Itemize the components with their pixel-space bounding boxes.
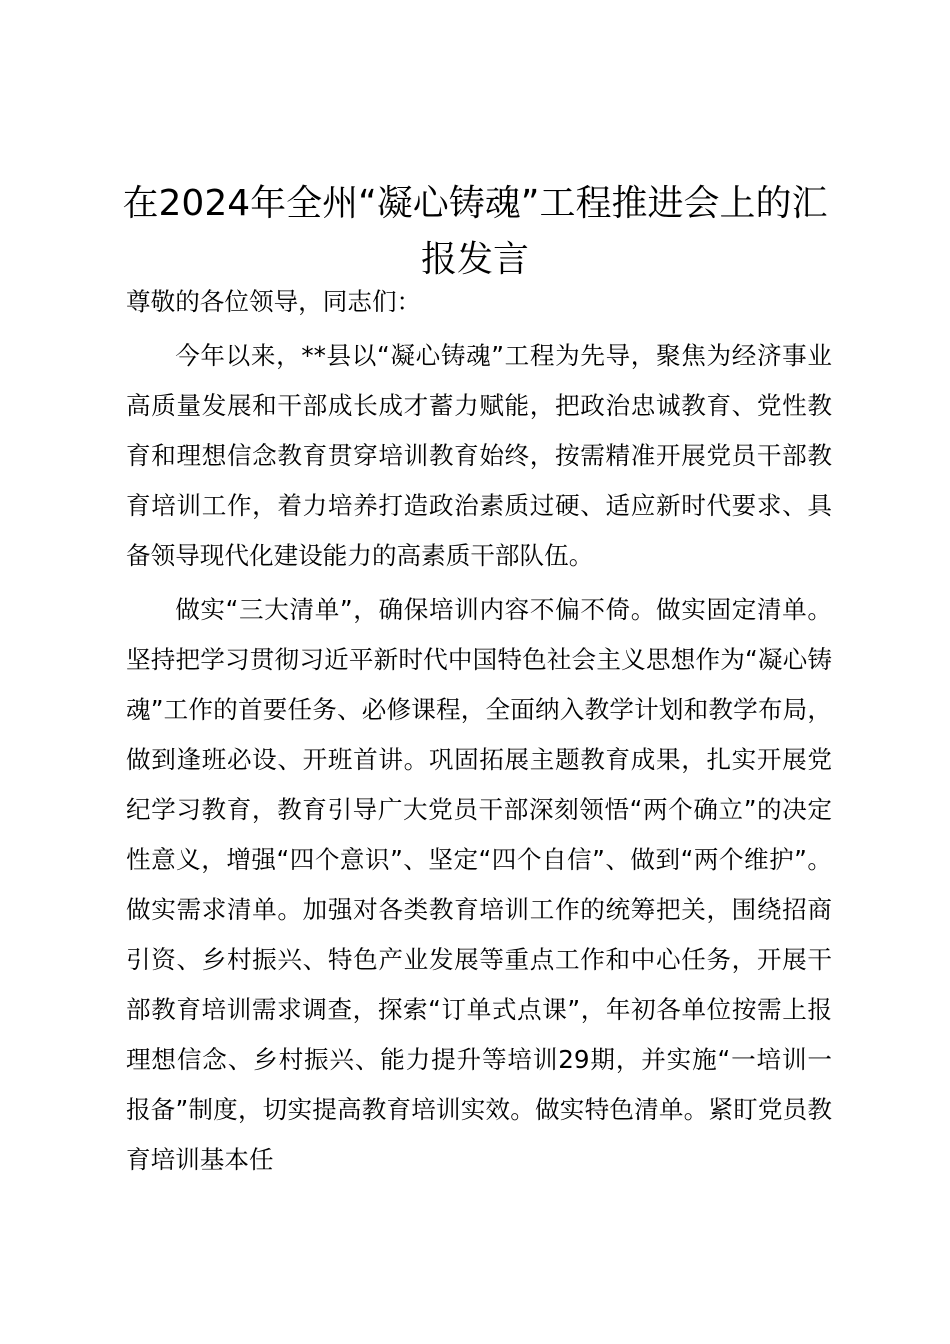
salutation: 尊敬的各位领导，同志们： — [126, 287, 422, 316]
paragraph-three-lists: 做实“三大清单”，确保培训内容不偏不倚。做实固定清单。坚持把学习贯彻习近平新时代中国特色社会主义思想作为“凝心铸魂”工作的首要任务、必修课程，全面纳入教学计划和教学布局，做到逢班必设、开班首讲。巩固拓展主题教育成果，扎实开展党纪学习教育，教育引导广大党员干部深刻领悟“两个确立”的决定性意义，增强“四个意识”、坚定“四个自信”、做到“两个维护”。做实需求清单。加强对各类教育培训工作的统筹把关，围绕招商引资、乡村振兴、特色产业发展等重点工作和中心任务，开展干部教育培训需求调查，探索“订单式点课”，年初各单位按需上报理想信念、乡村振兴、能力提升等培训29期，并实施“一培训一报备”制度，切实提高教育培训实效。做实特色清单。紧盯党员教育培训基本任 — [126, 595, 832, 1174]
document-title: 在2024年全州“凝心铸魂”工程推进会上的汇报发言 — [122, 183, 828, 281]
document-body — [126, 277, 832, 1185]
paragraph-intro: 今年以来，**县以“凝心铸魂”工程为先导，聚焦为经济事业高质量发展和干部成长成才蓄力赋能，把政治忠诚教育、党性教育和理想信念教育贯穿培训教育始终，按需精准开展党员干部教育培训工作，着力培养打造政治素质过硬、适应新时代要求、具备领导现代化建设能力的高素质干部队伍。 — [126, 341, 832, 570]
